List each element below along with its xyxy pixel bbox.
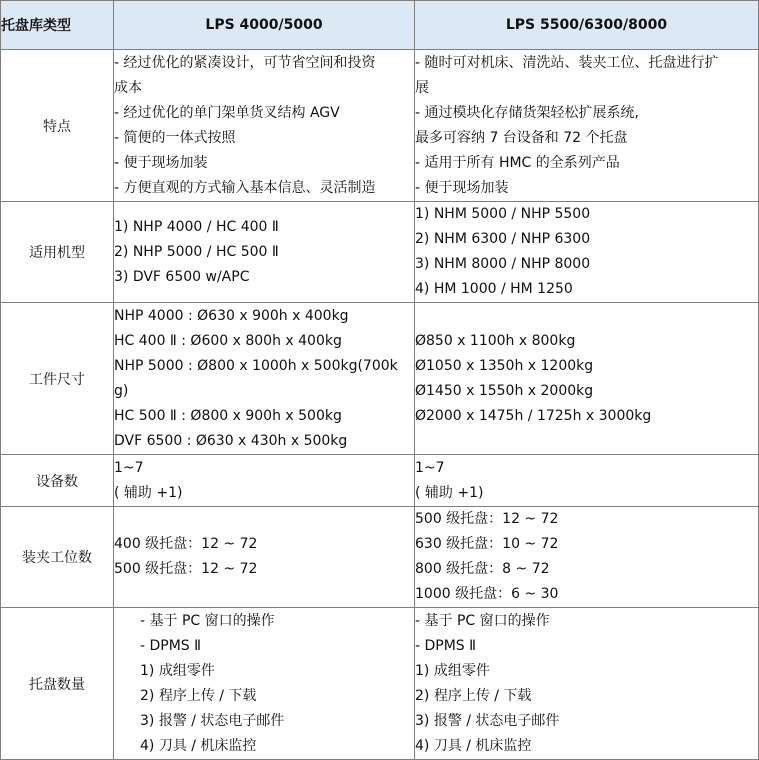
- models-b-line: 3) NHM 8000 / NHP 8000: [415, 256, 591, 272]
- devices-lps-4000: [114, 455, 415, 507]
- workpiece-a-line: NHP 5000 : Ø800 x 1000h x 500kg(700k: [114, 357, 398, 374]
- models-lps-5500: [415, 202, 759, 303]
- features-lps-4000: [114, 50, 415, 202]
- models-b-line: 4) HM 1000 / HM 1250: [415, 281, 573, 297]
- row-label: 特点: [1, 50, 114, 202]
- stations-lps-4000: [114, 507, 415, 608]
- features-a-line: - 方便直观的方式输入基本信息、灵活制造: [114, 179, 376, 196]
- pallets-lps-4000: [114, 608, 415, 760]
- pallets-b-line: - DPMS Ⅱ: [415, 637, 477, 654]
- pallets-b-line: 2) 程序上传 / 下载: [415, 687, 532, 704]
- row-label: 装夹工位数: [1, 507, 114, 608]
- pallets-a-line: - 基于 PC 窗口的操作: [140, 612, 275, 629]
- header-lps-4000-5000: LPS 4000/5000: [114, 1, 415, 50]
- workpiece-a-line: HC 500 Ⅱ : Ø800 x 900h x 500kg: [114, 407, 342, 424]
- stations-b-line: 800 级托盘：8 ~ 72: [415, 561, 550, 577]
- row-pallets: [1, 608, 759, 760]
- stations-a-line: 400 级托盘：12 ~ 72: [114, 536, 258, 552]
- stations-a-line: 500 级托盘：12 ~ 72: [114, 561, 258, 577]
- features-a-line: - 简便的一体式按照: [114, 129, 236, 146]
- workpiece-b-line: Ø1450 x 1550h x 2000kg: [415, 382, 594, 399]
- features-b-line: 展: [415, 79, 429, 96]
- models-b-line: 2) NHM 6300 / NHP 6300: [415, 231, 591, 247]
- workpiece-a-line: NHP 4000 : Ø630 x 900h x 400kg: [114, 307, 349, 324]
- header-row: [1, 1, 759, 50]
- features-b-line: 最多可容纳 7 台设备和 72 个托盘: [415, 129, 628, 146]
- workpiece-a-line: HC 400 Ⅱ : Ø600 x 800h x 400kg: [114, 332, 342, 349]
- pallets-a-line: 3) 报警 / 状态电子邮件: [140, 712, 285, 729]
- pallets-b-line: - 基于 PC 窗口的操作: [415, 612, 550, 629]
- features-a-line: - 经过优化的单门架单货叉结构 AGV: [114, 104, 340, 121]
- models-a-line: 1) NHP 4000 / HC 400 Ⅱ: [114, 218, 279, 235]
- features-b-line: - 通过模块化存储货架轻松扩展系统,: [415, 104, 639, 121]
- row-devices: [1, 455, 759, 507]
- row-label: 工件尺寸: [1, 303, 114, 455]
- row-label: 托盘数量: [1, 608, 114, 760]
- row-label: 适用机型: [1, 202, 114, 303]
- workpiece-a-line: DVF 6500 : Ø630 x 430h x 500kg: [114, 432, 348, 449]
- devices-a-line: ( 辅助 +1): [114, 484, 183, 501]
- features-a-line: 成本: [114, 79, 142, 96]
- row-stations: [1, 507, 759, 608]
- stations-lps-5500: [415, 507, 759, 608]
- features-a-line: - 便于现场加装: [114, 154, 208, 171]
- workpiece-lps-5500: [415, 303, 759, 455]
- pallets-a-line: - DPMS Ⅱ: [140, 637, 202, 654]
- workpiece-b-line: Ø1050 x 1350h x 1200kg: [415, 357, 594, 374]
- pallets-lps-5500: [415, 608, 759, 760]
- pallets-a-line: 2) 程序上传 / 下载: [140, 687, 257, 704]
- row-label: 设备数: [1, 455, 114, 507]
- devices-lps-5500: [415, 455, 759, 507]
- pallets-b-line: 4) 刀具 / 机床监控: [415, 737, 532, 754]
- features-a-line: - 经过优化的紧凑设计，可节省空间和投资: [114, 54, 376, 71]
- stations-b-line: 630 级托盘：10 ~ 72: [415, 536, 559, 552]
- workpiece-b-line: Ø2000 x 1475h / 1725h x 3000kg: [415, 407, 652, 424]
- models-lps-4000: [114, 202, 415, 303]
- features-b-line: - 便于现场加装: [415, 179, 509, 196]
- workpiece-lps-4000: [114, 303, 415, 455]
- features-lps-5500: [415, 50, 759, 202]
- features-b-line: - 适用于所有 HMC 的全系列产品: [415, 154, 620, 171]
- pallets-a-line: 1) 成组零件: [140, 662, 215, 679]
- devices-a-line: 1~7: [114, 459, 144, 476]
- header-type-label: 托盘库类型: [1, 1, 114, 50]
- devices-b-line: ( 辅助 +1): [415, 484, 484, 501]
- pallets-b-line: 1) 成组零件: [415, 662, 490, 679]
- row-models: [1, 202, 759, 303]
- devices-b-line: 1~7: [415, 459, 445, 476]
- models-a-line: 2) NHP 5000 / HC 500 Ⅱ: [114, 243, 279, 260]
- row-workpiece: [1, 303, 759, 455]
- models-b-line: 1) NHM 5000 / NHP 5500: [415, 206, 591, 222]
- stations-b-line: 1000 级托盘：6 ~ 30: [415, 586, 559, 602]
- workpiece-b-line: Ø850 x 1100h x 800kg: [415, 332, 576, 349]
- stations-b-line: 500 级托盘：12 ~ 72: [415, 511, 559, 527]
- row-features: [1, 50, 759, 202]
- features-b-line: - 随时可对机床、清洗站、装夹工位、托盘进行扩: [415, 54, 719, 71]
- header-lps-5500-6300-8000: LPS 5500/6300/8000: [415, 1, 759, 50]
- pallets-b-line: 3) 报警 / 状态电子邮件: [415, 712, 560, 729]
- models-a-line: 3) DVF 6500 w/APC: [114, 268, 250, 285]
- pallets-a-line: 4) 刀具 / 机床监控: [140, 737, 257, 754]
- workpiece-a-line: g): [114, 382, 129, 399]
